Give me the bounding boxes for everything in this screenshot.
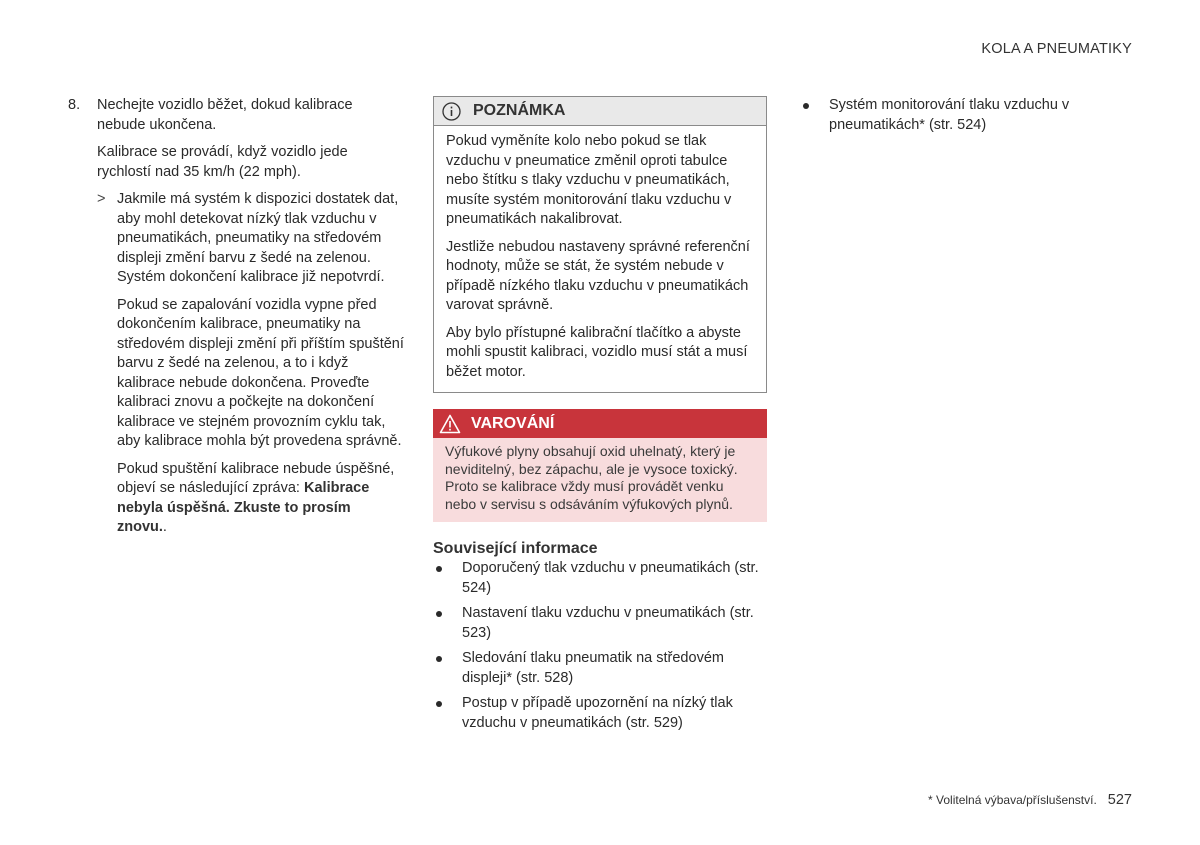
left-column [68,96,404,538]
step-text: Nechejte vozidlo běžet, dokud kalibrace nebude ukončena. [97,97,353,133]
section-title: KOLA A PNEUMATIKY [981,41,1132,57]
step-number: 8. [68,97,81,113]
warning-triangle-icon [439,414,461,434]
list-item[interactable] [433,694,767,733]
result-body [117,190,404,538]
related-info-list [433,559,767,733]
optional-equipment-note: * Volitelná výbava/příslušenství. [928,793,1097,807]
note-box [433,96,767,393]
warning-title: VAROVÁNÍ [471,414,555,432]
warning-box [433,409,767,522]
result-arrow-icon: > [97,191,106,207]
bullet-icon [433,604,462,643]
step-detail: Kalibrace se provádí, když vozidlo jede rychlostí nad 35 km/h (22 mph). [97,144,348,180]
result-paragraph-2: Pokud se zapalování vozidla vypne před dokončením kalibrace, pneumatiky na středovém displeji změní při příštím spuštění barvu z šedé na zelenou, a to i když kalibrace nebude dokončena. Proveďte kalibraci znovu a počkejte na dokončení kalibrace ve stejném provozním cyklu tak, aby kalibrace mohla být provedena správně. [117,296,404,449]
bullet-icon [433,649,462,688]
note-body [434,126,766,392]
related-link-1[interactable]: Doporučený tlak vzduchu v pneumatikách (str. 524) [462,560,759,596]
list-item[interactable] [433,559,767,598]
result-text: Jakmile má systém k dispozici dostatek dat, aby mohl detekovat nízký tlak vzduchu v pneumatikách, pneumatiky na středovém displeji změní barvu z šedé na zelenou. Systém dokončení kalibrace již nepotvrdí. [117,191,399,285]
note-header [434,97,766,126]
error-message: Kalibrace nebyla úspěšná. Zkuste to prosím znovu. [117,480,370,535]
related-info-title: Související informace [433,540,598,557]
right-related-list [800,96,1140,135]
note-title: POZNÁMKA [473,102,566,120]
page-footer [928,792,1132,808]
right-column [800,96,1140,141]
error-message-suffix: . [162,519,167,535]
note-paragraph-1: Pokud vyměníte kolo nebo pokud se tlak vzduchu v pneumatice změnil oproti tabulce nebo štítku s tlaky vzduchu v pneumatikách, musíte systém monitorování tlaku vzduchu v pneumatikách nakalibrovat. [446,133,732,227]
step-result [97,190,404,538]
warning-text: Výfukové plyny obsahují oxid uhelnatý, který je neviditelný, bez zápachu, ale je vysoce toxický. Proto se kalibrace vždy musí provádět venku nebo v servisu s odsáváním výfukových plynů. [445,443,738,512]
related-link-2[interactable]: Nastavení tlaku vzduchu v pneumatikách (str. 523) [462,605,754,641]
list-item[interactable] [433,649,767,688]
step-body [97,96,404,190]
related-link-right-1[interactable]: Systém monitorování tlaku vzduchu v pneumatikách* (str. 524) [829,97,1070,133]
note-paragraph-3: Aby bylo přístupné kalibrační tlačítko a abyste mohli spustit kalibraci, vozidlo musí stát a musí běžet motor. [446,324,748,380]
bullet-icon [800,96,829,135]
warning-header [433,409,767,438]
related-link-4[interactable]: Postup v případě upozornění na nízký tlak vzduchu v pneumatikách (str. 529) [462,695,733,731]
result-paragraph-3-text: Pokud spuštění kalibrace nebude úspěšné, objeví se následující zpráva: [117,460,395,496]
result-paragraph-3 [117,460,404,538]
list-item[interactable] [800,96,1140,135]
middle-column [433,96,767,739]
related-link-3[interactable]: Sledování tlaku pneumatik na středovém displeji* (str. 528) [462,650,724,686]
page-number: 527 [1107,792,1132,808]
note-paragraph-2: Jestliže nebudou nastaveny správné referenční hodnoty, může se stát, že systém nebude v případě nízkého tlaku vzduchu v pneumatikách varovat správně. [446,238,750,313]
bullet-icon [433,559,462,598]
info-icon [442,102,461,121]
step-8 [68,96,404,190]
list-item[interactable] [433,604,767,643]
bullet-icon [433,694,462,733]
